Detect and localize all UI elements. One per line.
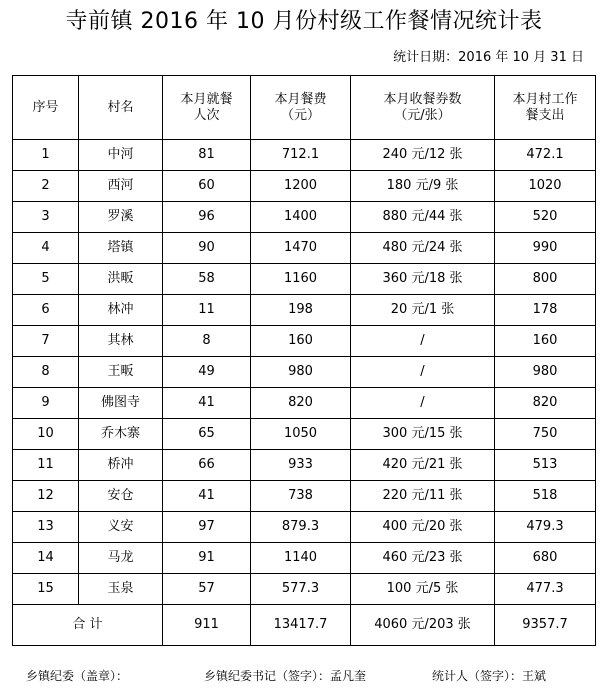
village-expense: 820 [495, 388, 596, 419]
meal-cost: 738 [251, 481, 351, 512]
village-name: 洪畈 [79, 264, 163, 295]
coupons: 20 元/1 张 [351, 295, 495, 326]
village-expense: 518 [495, 481, 596, 512]
header-index: 序号 [13, 76, 79, 140]
village-name: 罗溪 [79, 202, 163, 233]
table-row [13, 264, 596, 295]
secretary-signature: 乡镇纪委书记（签字）：孟凡奎 [204, 669, 367, 683]
table-row [13, 202, 596, 233]
header-meal-cost [251, 76, 351, 140]
row-index: 11 [13, 450, 79, 481]
coupons: 480 元/24 张 [351, 233, 495, 264]
meal-cost: 198 [251, 295, 351, 326]
meal-cost: 820 [251, 388, 351, 419]
coupons: / [351, 357, 495, 388]
village-name: 玉泉 [79, 574, 163, 605]
total-row [13, 605, 596, 646]
diners: 97 [163, 512, 251, 543]
coupons: 420 元/21 张 [351, 450, 495, 481]
statistics-date: 统计日期：2016 年 10 月 31 日 [393, 50, 584, 65]
row-index: 15 [13, 574, 79, 605]
meal-cost: 712.1 [251, 140, 351, 171]
coupons: 460 元/23 张 [351, 543, 495, 574]
village-expense: 750 [495, 419, 596, 450]
coupons: 360 元/18 张 [351, 264, 495, 295]
row-index: 10 [13, 419, 79, 450]
statistician-signature: 统计人（签字）：王斌 [432, 669, 547, 683]
meal-statistics-table [12, 75, 596, 646]
header-expense-label: 本月村工作餐支出 [512, 91, 578, 123]
table-row [13, 419, 596, 450]
row-index: 1 [13, 140, 79, 171]
village-expense: 160 [495, 326, 596, 357]
row-index: 13 [13, 512, 79, 543]
coupons: 300 元/15 张 [351, 419, 495, 450]
village-name: 中河 [79, 140, 163, 171]
row-index: 7 [13, 326, 79, 357]
row-index: 3 [13, 202, 79, 233]
total-coupons: 4060 元/203 张 [351, 605, 495, 646]
village-expense: 513 [495, 450, 596, 481]
table-row [13, 450, 596, 481]
diners: 65 [163, 419, 251, 450]
table-row [13, 481, 596, 512]
village-expense: 680 [495, 543, 596, 574]
total-expense: 9357.7 [495, 605, 596, 646]
row-index: 14 [13, 543, 79, 574]
row-index: 2 [13, 171, 79, 202]
meal-cost: 577.3 [251, 574, 351, 605]
table-row [13, 357, 596, 388]
meal-cost: 160 [251, 326, 351, 357]
village-expense: 472.1 [495, 140, 596, 171]
diners: 66 [163, 450, 251, 481]
meal-cost: 980 [251, 357, 351, 388]
village-name: 安仓 [79, 481, 163, 512]
meal-cost: 933 [251, 450, 351, 481]
diners: 8 [163, 326, 251, 357]
diners: 90 [163, 233, 251, 264]
meal-cost: 1470 [251, 233, 351, 264]
village-name: 其林 [79, 326, 163, 357]
header-meal-cost-label: 本月餐费（元） [274, 91, 327, 123]
signature-footer [0, 667, 608, 687]
village-name: 桥冲 [79, 450, 163, 481]
page-title: 寺前镇 2016 年 10 月份村级工作餐情况统计表 [65, 9, 543, 34]
header-village: 村名 [79, 76, 163, 140]
meal-cost: 1050 [251, 419, 351, 450]
row-index: 12 [13, 481, 79, 512]
table-row [13, 512, 596, 543]
diners: 49 [163, 357, 251, 388]
diners: 11 [163, 295, 251, 326]
table-row [13, 543, 596, 574]
village-expense: 990 [495, 233, 596, 264]
table-row [13, 171, 596, 202]
table-row [13, 388, 596, 419]
meal-cost: 1400 [251, 202, 351, 233]
village-name: 乔木寨 [79, 419, 163, 450]
meal-cost: 1160 [251, 264, 351, 295]
diners: 96 [163, 202, 251, 233]
coupons: 880 元/44 张 [351, 202, 495, 233]
total-diners: 911 [163, 605, 251, 646]
diners: 81 [163, 140, 251, 171]
meal-cost: 1140 [251, 543, 351, 574]
table-row [13, 140, 596, 171]
coupons: / [351, 388, 495, 419]
village-name: 林冲 [79, 295, 163, 326]
village-name: 西河 [79, 171, 163, 202]
village-name: 佛图寺 [79, 388, 163, 419]
village-expense: 1020 [495, 171, 596, 202]
village-expense: 477.3 [495, 574, 596, 605]
total-label: 合 计 [13, 605, 163, 646]
row-index: 8 [13, 357, 79, 388]
row-index: 6 [13, 295, 79, 326]
header-coupons-label: 本月收餐券数（元/张） [383, 91, 462, 123]
coupons: 400 元/20 张 [351, 512, 495, 543]
header-diners [163, 76, 251, 140]
meal-cost: 879.3 [251, 512, 351, 543]
village-name: 王畈 [79, 357, 163, 388]
meal-cost: 1200 [251, 171, 351, 202]
row-index: 5 [13, 264, 79, 295]
diners: 41 [163, 388, 251, 419]
coupons: 220 元/11 张 [351, 481, 495, 512]
coupons: 240 元/12 张 [351, 140, 495, 171]
village-name: 义安 [79, 512, 163, 543]
header-diners-label: 本月就餐人次 [180, 91, 233, 123]
village-name: 马龙 [79, 543, 163, 574]
header-expense [495, 76, 596, 140]
village-expense: 479.3 [495, 512, 596, 543]
table-row [13, 233, 596, 264]
coupons: 100 元/5 张 [351, 574, 495, 605]
village-expense: 980 [495, 357, 596, 388]
header-coupons [351, 76, 495, 140]
coupons: 180 元/9 张 [351, 171, 495, 202]
row-index: 9 [13, 388, 79, 419]
total-meal-cost: 13417.7 [251, 605, 351, 646]
header-row [13, 76, 596, 140]
table-row [13, 326, 596, 357]
village-name: 塔镇 [79, 233, 163, 264]
diners: 57 [163, 574, 251, 605]
village-expense: 520 [495, 202, 596, 233]
diners: 91 [163, 543, 251, 574]
diners: 41 [163, 481, 251, 512]
row-index: 4 [13, 233, 79, 264]
village-expense: 178 [495, 295, 596, 326]
coupons: / [351, 326, 495, 357]
village-expense: 800 [495, 264, 596, 295]
diners: 60 [163, 171, 251, 202]
table-row [13, 295, 596, 326]
diners: 58 [163, 264, 251, 295]
table-row [13, 574, 596, 605]
seal-label: 乡镇纪委（盖章）： [26, 669, 129, 683]
